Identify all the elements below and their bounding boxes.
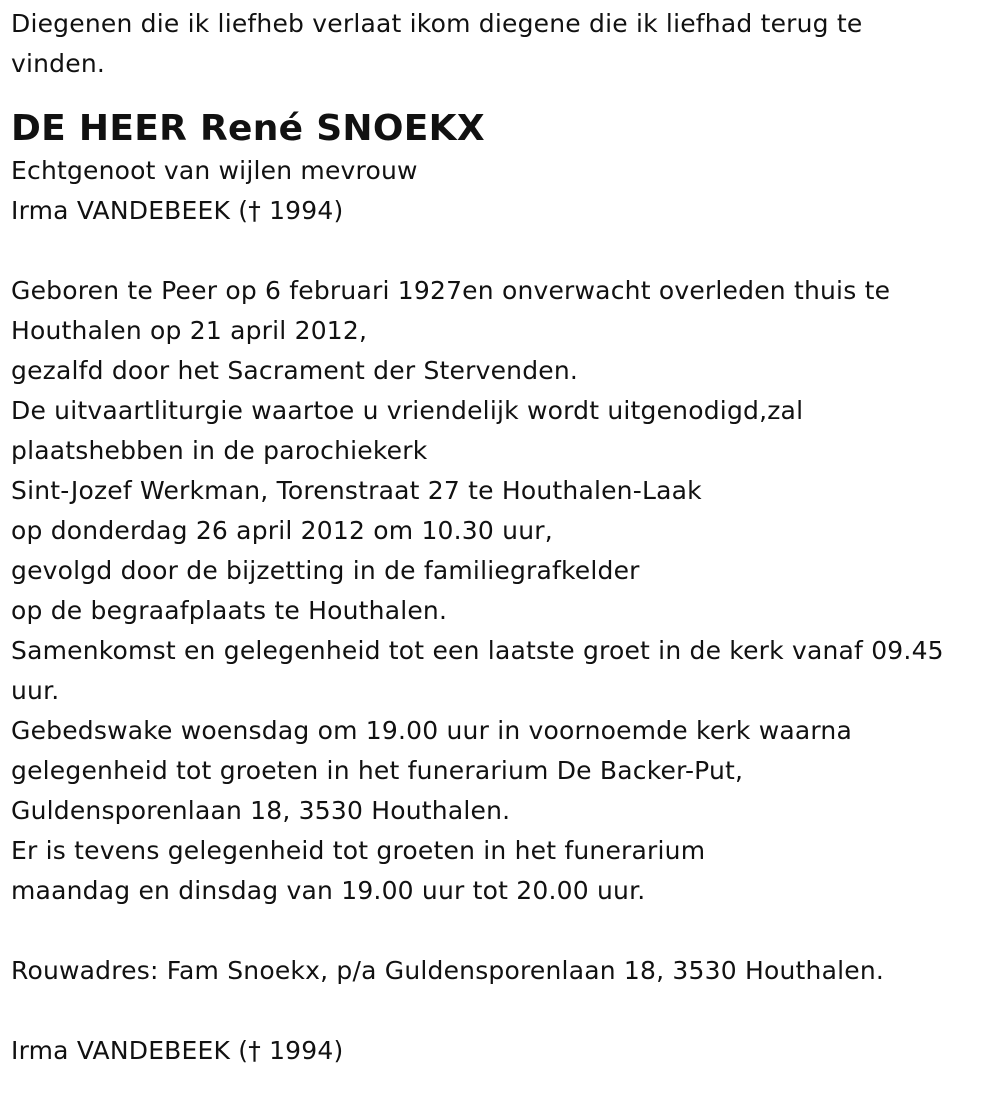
obituary-heading — [11, 107, 996, 231]
body-line: Gebedswake woensdag om 19.00 uur in voornoemde kerk waarna — [11, 716, 852, 745]
body-line: uur. — [11, 676, 60, 705]
body-line: Samenkomst en gelegenheid tot een laatste groet in de kerk vanaf 09.45 — [11, 636, 944, 665]
body-line: op donderdag 26 april 2012 om 10.30 uur, — [11, 516, 553, 545]
spouse-name: Irma VANDEBEEK († 1994) — [11, 196, 344, 225]
spouse-line: Echtgenoot van wijlen mevrouw — [11, 156, 418, 185]
body-line: Houthalen op 21 april 2012, — [11, 316, 368, 345]
quote-line: Diegenen die ik liefheb verlaat ikom diegene die ik liefhad terug te — [11, 9, 863, 38]
body-line: gevolgd door de bijzetting in de familiegrafkelder — [11, 556, 640, 585]
body-line: maandag en dinsdag van 19.00 uur tot 20.00 uur. — [11, 876, 646, 905]
obituary-body — [11, 271, 996, 911]
body-line: gezalfd door het Sacrament der Stervenden. — [11, 356, 579, 385]
body-line: op de begraafplaats te Houthalen. — [11, 596, 448, 625]
body-line: gelegenheid tot groeten in het funerarium De Backer-Put, — [11, 756, 744, 785]
body-line: Geboren te Peer op 6 februari 1927en onverwacht overleden thuis te — [11, 276, 891, 305]
body-line: Er is tevens gelegenheid tot groeten in het funerarium — [11, 836, 706, 865]
quote-line: vinden. — [11, 49, 106, 78]
body-line: plaatshebben in de parochiekerk — [11, 436, 428, 465]
mourning-address: Rouwadres: Fam Snoekx, p/a Guldensporenlaan 18, 3530 Houthalen. — [11, 956, 885, 985]
footer-spouse-name: Irma VANDEBEEK († 1994) — [11, 1036, 344, 1065]
body-line: Sint-Jozef Werkman, Torenstraat 27 te Houthalen-Laak — [11, 476, 702, 505]
body-line: Guldensporenlaan 18, 3530 Houthalen. — [11, 796, 511, 825]
deceased-name: DE HEER René SNOEKX — [11, 108, 485, 149]
opening-quote — [11, 4, 996, 84]
body-line: De uitvaartliturgie waartoe u vriendelijk wordt uitgenodigd,zal — [11, 396, 804, 425]
obituary-document — [11, 4, 996, 1071]
